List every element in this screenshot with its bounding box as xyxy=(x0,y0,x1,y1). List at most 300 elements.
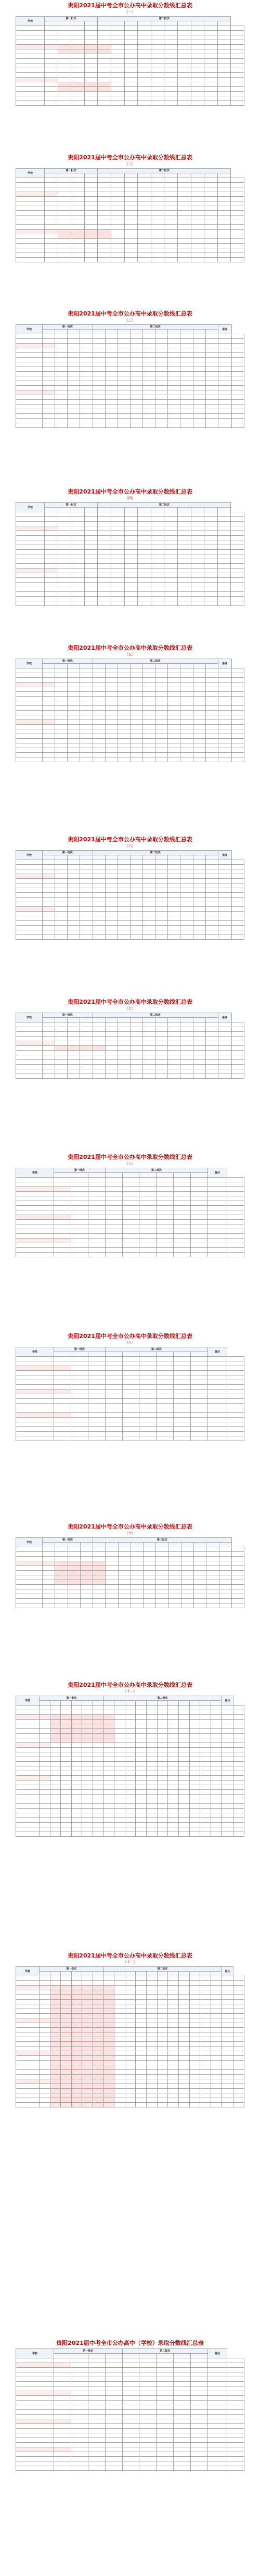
table-cell xyxy=(143,668,155,673)
table-cell xyxy=(16,512,45,517)
table-cell xyxy=(54,1399,71,1404)
header-note: 备注 xyxy=(218,325,231,334)
table-cell xyxy=(205,883,218,888)
table-cell xyxy=(208,2386,227,2391)
table-cell xyxy=(174,1182,191,1187)
table-cell xyxy=(191,1196,208,1201)
table-cell xyxy=(189,1771,200,1776)
table-cell xyxy=(189,1799,200,1804)
table-cell xyxy=(68,1065,80,1069)
table-cell xyxy=(114,2089,125,2093)
subheader-cell xyxy=(58,173,71,178)
table-cell xyxy=(157,2093,168,2098)
subheader-cell xyxy=(106,1543,118,1547)
table-cell xyxy=(122,1253,139,1257)
table-cell xyxy=(178,2051,189,2056)
table-cell xyxy=(164,517,178,522)
table-cell xyxy=(93,1566,106,1571)
table-cell xyxy=(82,1757,93,1762)
table-cell xyxy=(218,748,231,753)
note-cell xyxy=(231,874,244,879)
table-cell xyxy=(68,697,80,701)
table-cell xyxy=(191,1215,208,1220)
table-cell xyxy=(130,921,142,926)
table-cell xyxy=(71,68,85,73)
table-row xyxy=(16,1046,244,1051)
table-cell xyxy=(111,583,124,587)
table-row xyxy=(16,339,244,344)
table-cell xyxy=(139,1210,157,1215)
table-cell xyxy=(157,2018,168,2023)
table-cell xyxy=(205,706,218,711)
table-cell xyxy=(181,1571,193,1575)
table-row xyxy=(16,2042,244,2047)
table-cell xyxy=(16,1051,43,1055)
table-cell xyxy=(157,1720,168,1724)
table-cell xyxy=(155,930,168,935)
table-cell xyxy=(208,2452,227,2457)
table-cell xyxy=(139,1371,157,1375)
table-cell xyxy=(139,2401,157,2405)
table-cell xyxy=(191,2396,208,2401)
table-cell xyxy=(139,2447,157,2452)
table-cell xyxy=(208,1215,227,1220)
table-cell xyxy=(222,2051,233,2056)
header-school: 学校 xyxy=(16,2349,54,2358)
note-cell xyxy=(231,386,244,390)
table-cell xyxy=(200,1986,211,1990)
table-row xyxy=(16,2018,244,2023)
table-row xyxy=(16,2443,244,2447)
table-cell xyxy=(45,26,58,31)
table-cell xyxy=(136,2075,147,2079)
table-cell xyxy=(71,1206,88,1210)
table-cell xyxy=(61,1986,72,1990)
note-cell xyxy=(231,1051,244,1055)
table-cell xyxy=(191,597,204,601)
table-cell xyxy=(93,2051,104,2056)
table-cell xyxy=(105,381,118,386)
table-cell xyxy=(231,206,244,211)
table-cell xyxy=(71,1990,82,1995)
note-cell xyxy=(233,1710,244,1715)
table-cell xyxy=(55,1561,68,1566)
table-cell xyxy=(168,353,180,358)
table-cell xyxy=(136,1748,147,1752)
table-cell xyxy=(211,1710,222,1715)
table-cell xyxy=(191,1253,208,1257)
table-cell xyxy=(16,2429,54,2433)
table-cell xyxy=(124,211,138,216)
table-cell xyxy=(61,2103,72,2107)
table-cell xyxy=(43,711,55,715)
table-cell xyxy=(111,49,124,54)
table-cell xyxy=(16,2405,54,2410)
table-row xyxy=(16,26,244,31)
subheader-cell xyxy=(82,1701,93,1706)
table-cell xyxy=(16,1706,40,1710)
table-cell xyxy=(205,701,218,706)
note-cell xyxy=(231,729,244,734)
table-cell xyxy=(54,2372,71,2377)
subheader-cell xyxy=(80,664,93,668)
table-cell xyxy=(124,601,138,606)
table-cell xyxy=(147,1706,158,1710)
table-cell xyxy=(82,1813,93,1818)
table-cell xyxy=(200,2103,211,2107)
table-cell xyxy=(191,540,204,545)
table-cell xyxy=(71,1418,88,1422)
table-cell xyxy=(157,1229,174,1234)
table-cell xyxy=(231,1603,244,1608)
table-subheader-row xyxy=(16,1543,244,1547)
table-cell xyxy=(82,1809,93,1813)
table-cell xyxy=(124,531,138,536)
table-cell xyxy=(222,1710,233,1715)
table-cell xyxy=(222,1757,233,1762)
note-cell xyxy=(231,673,244,678)
table-cell xyxy=(138,592,151,597)
table-cell xyxy=(105,869,118,874)
table-cell xyxy=(151,536,164,540)
subheader-cell xyxy=(157,1701,168,1706)
table-cell xyxy=(58,73,71,78)
note-cell xyxy=(231,748,244,753)
table-cell xyxy=(130,692,142,697)
table-cell xyxy=(71,2056,82,2061)
table-cell xyxy=(181,1547,193,1552)
table-cell xyxy=(151,578,164,583)
table-cell xyxy=(219,1557,231,1561)
table-cell xyxy=(174,2363,191,2368)
table-cell xyxy=(80,423,93,428)
table-cell xyxy=(151,59,164,64)
subheader-cell xyxy=(125,1972,136,1976)
table-cell xyxy=(88,1215,105,1220)
table-cell xyxy=(50,1734,61,1738)
table-cell xyxy=(168,1022,180,1027)
table-row xyxy=(16,701,244,706)
table-cell xyxy=(16,1436,54,1441)
table-cell xyxy=(16,1771,40,1776)
table-cell xyxy=(124,512,138,517)
table-cell xyxy=(16,339,43,344)
table-cell xyxy=(174,1399,191,1404)
table-cell xyxy=(71,1738,82,1743)
table-cell xyxy=(211,1795,222,1799)
table-cell xyxy=(105,921,118,926)
table-cell xyxy=(118,1580,131,1585)
table-cell xyxy=(114,1720,125,1724)
table-cell xyxy=(80,1037,93,1041)
table-cell xyxy=(157,1818,168,1823)
table-cell xyxy=(45,597,58,601)
school-cell xyxy=(16,2363,54,2368)
table-cell xyxy=(55,405,68,409)
table-cell xyxy=(191,526,204,531)
table-cell xyxy=(16,2396,54,2401)
table-cell xyxy=(139,1248,157,1253)
table-cell xyxy=(88,1253,105,1257)
table-cell xyxy=(168,2103,179,2107)
table-cell xyxy=(54,2424,71,2429)
table-cell xyxy=(177,569,191,573)
table-cell xyxy=(40,1766,50,1771)
table-cell xyxy=(43,1051,55,1055)
subheader-cell xyxy=(205,664,218,668)
table-cell xyxy=(191,1413,208,1418)
table-cell xyxy=(43,353,55,358)
table-cell xyxy=(130,419,142,423)
table-row xyxy=(16,2009,244,2014)
table-cell xyxy=(88,2457,105,2461)
table-cell xyxy=(139,1357,157,1361)
table-cell xyxy=(155,372,168,376)
table-cell xyxy=(50,2004,61,2009)
table-cell xyxy=(111,239,124,244)
note-cell xyxy=(231,739,244,743)
table-cell xyxy=(204,244,218,248)
table-cell xyxy=(218,743,231,748)
table-cell xyxy=(16,367,43,372)
header-note: 备注 xyxy=(208,1347,227,1357)
table-cell xyxy=(125,1752,136,1757)
table-cell xyxy=(155,692,168,697)
table-cell xyxy=(130,869,142,874)
table-cell xyxy=(178,2075,189,2079)
table-cell xyxy=(55,687,68,692)
table-row xyxy=(16,2415,244,2419)
table-cell xyxy=(189,1766,200,1771)
table-cell xyxy=(16,1599,43,1603)
note-cell xyxy=(231,916,244,921)
table-cell xyxy=(50,2042,61,2047)
table-cell xyxy=(144,1589,156,1594)
table-cell xyxy=(118,869,130,874)
table-cell xyxy=(208,2358,227,2363)
table-cell xyxy=(138,253,151,258)
table-cell xyxy=(105,1220,122,1224)
table-cell xyxy=(191,45,204,49)
table-cell xyxy=(222,1809,233,1813)
table-cell xyxy=(16,715,43,720)
table-cell xyxy=(181,1599,193,1603)
school-cell xyxy=(43,390,55,395)
table-cell xyxy=(58,220,71,225)
table-cell xyxy=(118,930,130,935)
table-cell xyxy=(98,68,111,73)
table-cell xyxy=(189,1804,200,1809)
table-cell xyxy=(136,1729,147,1734)
table-cell xyxy=(200,1823,211,1827)
table-cell xyxy=(45,522,58,526)
table-cell xyxy=(231,1571,244,1575)
table-cell xyxy=(98,578,111,583)
table-cell xyxy=(71,583,85,587)
table-cell xyxy=(125,1766,136,1771)
table-cell xyxy=(143,753,155,757)
table-cell xyxy=(114,1827,125,1832)
table-cell xyxy=(55,753,68,757)
table-cell xyxy=(45,197,58,201)
table-cell xyxy=(122,1196,139,1201)
table-cell xyxy=(16,869,43,874)
subheader-cell xyxy=(151,173,164,178)
table-cell xyxy=(16,1032,43,1037)
block-subtitle: （八） xyxy=(124,1161,136,1166)
table-cell xyxy=(40,2089,50,2093)
table-cell xyxy=(93,673,105,678)
table-cell xyxy=(194,1589,206,1594)
table-cell xyxy=(106,1547,118,1552)
table-cell xyxy=(147,1729,158,1734)
note-cell xyxy=(231,898,244,902)
table-cell xyxy=(114,2065,125,2070)
note-cell xyxy=(233,2004,244,2009)
table-cell xyxy=(50,1818,61,1823)
subheader-cell xyxy=(68,1018,80,1022)
table-row xyxy=(16,573,244,578)
table-cell xyxy=(231,101,244,106)
table-cell xyxy=(155,376,168,381)
table-cell xyxy=(139,1178,157,1182)
table-cell xyxy=(40,1981,50,1986)
table-cell xyxy=(93,725,105,729)
table-cell xyxy=(82,2075,93,2079)
table-cell xyxy=(138,78,151,82)
table-cell xyxy=(130,729,142,734)
table-cell xyxy=(88,1196,105,1201)
table-cell xyxy=(71,183,85,187)
table-cell xyxy=(16,757,43,762)
table-cell xyxy=(174,1239,191,1243)
table-cell xyxy=(138,554,151,559)
table-cell xyxy=(111,96,124,101)
table-cell xyxy=(168,1580,181,1585)
table-cell xyxy=(189,1795,200,1799)
table-cell xyxy=(147,2065,158,2070)
table-cell xyxy=(219,1603,231,1608)
table-cell xyxy=(157,1357,174,1361)
table-cell xyxy=(200,2056,211,2061)
score-block-5 xyxy=(0,645,260,762)
table-cell xyxy=(80,757,93,762)
table-cell xyxy=(168,893,180,898)
table-cell xyxy=(218,1046,231,1051)
table-row xyxy=(16,697,244,701)
note-cell xyxy=(227,1192,244,1196)
table-cell xyxy=(82,1706,93,1710)
table-cell xyxy=(93,687,105,692)
table-cell xyxy=(93,1724,104,1729)
table-cell xyxy=(16,921,43,926)
table-row xyxy=(16,234,244,239)
table-cell xyxy=(222,1734,233,1738)
table-cell xyxy=(147,1804,158,1809)
subheader-cell xyxy=(168,1018,180,1022)
table-cell xyxy=(208,1371,227,1375)
table-cell xyxy=(191,1192,208,1196)
table-cell xyxy=(93,701,105,706)
table-cell xyxy=(168,367,180,372)
block-subtitle: （十一） xyxy=(123,1689,137,1694)
table-cell xyxy=(93,1051,105,1055)
table-cell xyxy=(231,1585,244,1589)
table-cell xyxy=(16,2410,54,2415)
table-cell xyxy=(138,96,151,101)
table-cell xyxy=(43,1599,55,1603)
table-cell xyxy=(168,1041,180,1046)
table-cell xyxy=(231,248,244,253)
table-cell xyxy=(80,912,93,916)
table-cell xyxy=(180,743,193,748)
table-cell xyxy=(205,902,218,907)
table-cell xyxy=(200,2089,211,2093)
table-cell xyxy=(211,1785,222,1790)
table-cell xyxy=(16,687,43,692)
table-cell xyxy=(136,1785,147,1790)
table-cell xyxy=(88,1234,105,1239)
table-cell xyxy=(218,921,231,926)
note-cell xyxy=(227,1413,244,1418)
table-cell xyxy=(222,1976,233,1981)
table-cell xyxy=(84,54,98,59)
table-cell xyxy=(43,1037,55,1041)
table-cell xyxy=(105,683,118,687)
table-cell xyxy=(55,898,68,902)
table-cell xyxy=(68,748,80,753)
table-cell xyxy=(124,592,138,597)
table-cell xyxy=(143,739,155,743)
table-cell xyxy=(16,1229,54,1234)
table-cell xyxy=(16,739,43,743)
table-cell xyxy=(124,54,138,59)
table-cell xyxy=(58,35,71,40)
table-cell xyxy=(118,1074,130,1079)
table-cell xyxy=(118,1065,130,1069)
table-cell xyxy=(71,40,85,45)
header-school: 学校 xyxy=(16,851,43,860)
note-cell xyxy=(227,1215,244,1220)
table-cell xyxy=(189,1981,200,1986)
subheader-cell xyxy=(54,2354,71,2358)
note-cell xyxy=(227,1220,244,1224)
table-cell xyxy=(40,2004,50,2009)
table-cell xyxy=(93,419,105,423)
table-cell xyxy=(105,687,118,692)
table-cell xyxy=(211,1762,222,1766)
table-row xyxy=(16,1795,244,1799)
table-cell xyxy=(155,1051,168,1055)
header-batch1: 第一批次 xyxy=(45,169,98,173)
table-cell xyxy=(136,2047,147,2051)
table-cell xyxy=(200,2032,211,2037)
note-cell xyxy=(231,683,244,687)
table-cell xyxy=(151,54,164,59)
table-cell xyxy=(130,1027,142,1032)
table-cell xyxy=(114,1752,125,1757)
table-cell xyxy=(168,2037,179,2042)
table-cell xyxy=(139,2410,157,2415)
table-cell xyxy=(16,353,43,358)
table-cell xyxy=(71,258,85,262)
table-cell xyxy=(231,92,244,96)
table-cell xyxy=(50,2079,61,2084)
table-cell xyxy=(177,253,191,258)
table-cell xyxy=(222,2098,233,2103)
table-cell xyxy=(136,1776,147,1781)
table-cell xyxy=(118,381,130,386)
